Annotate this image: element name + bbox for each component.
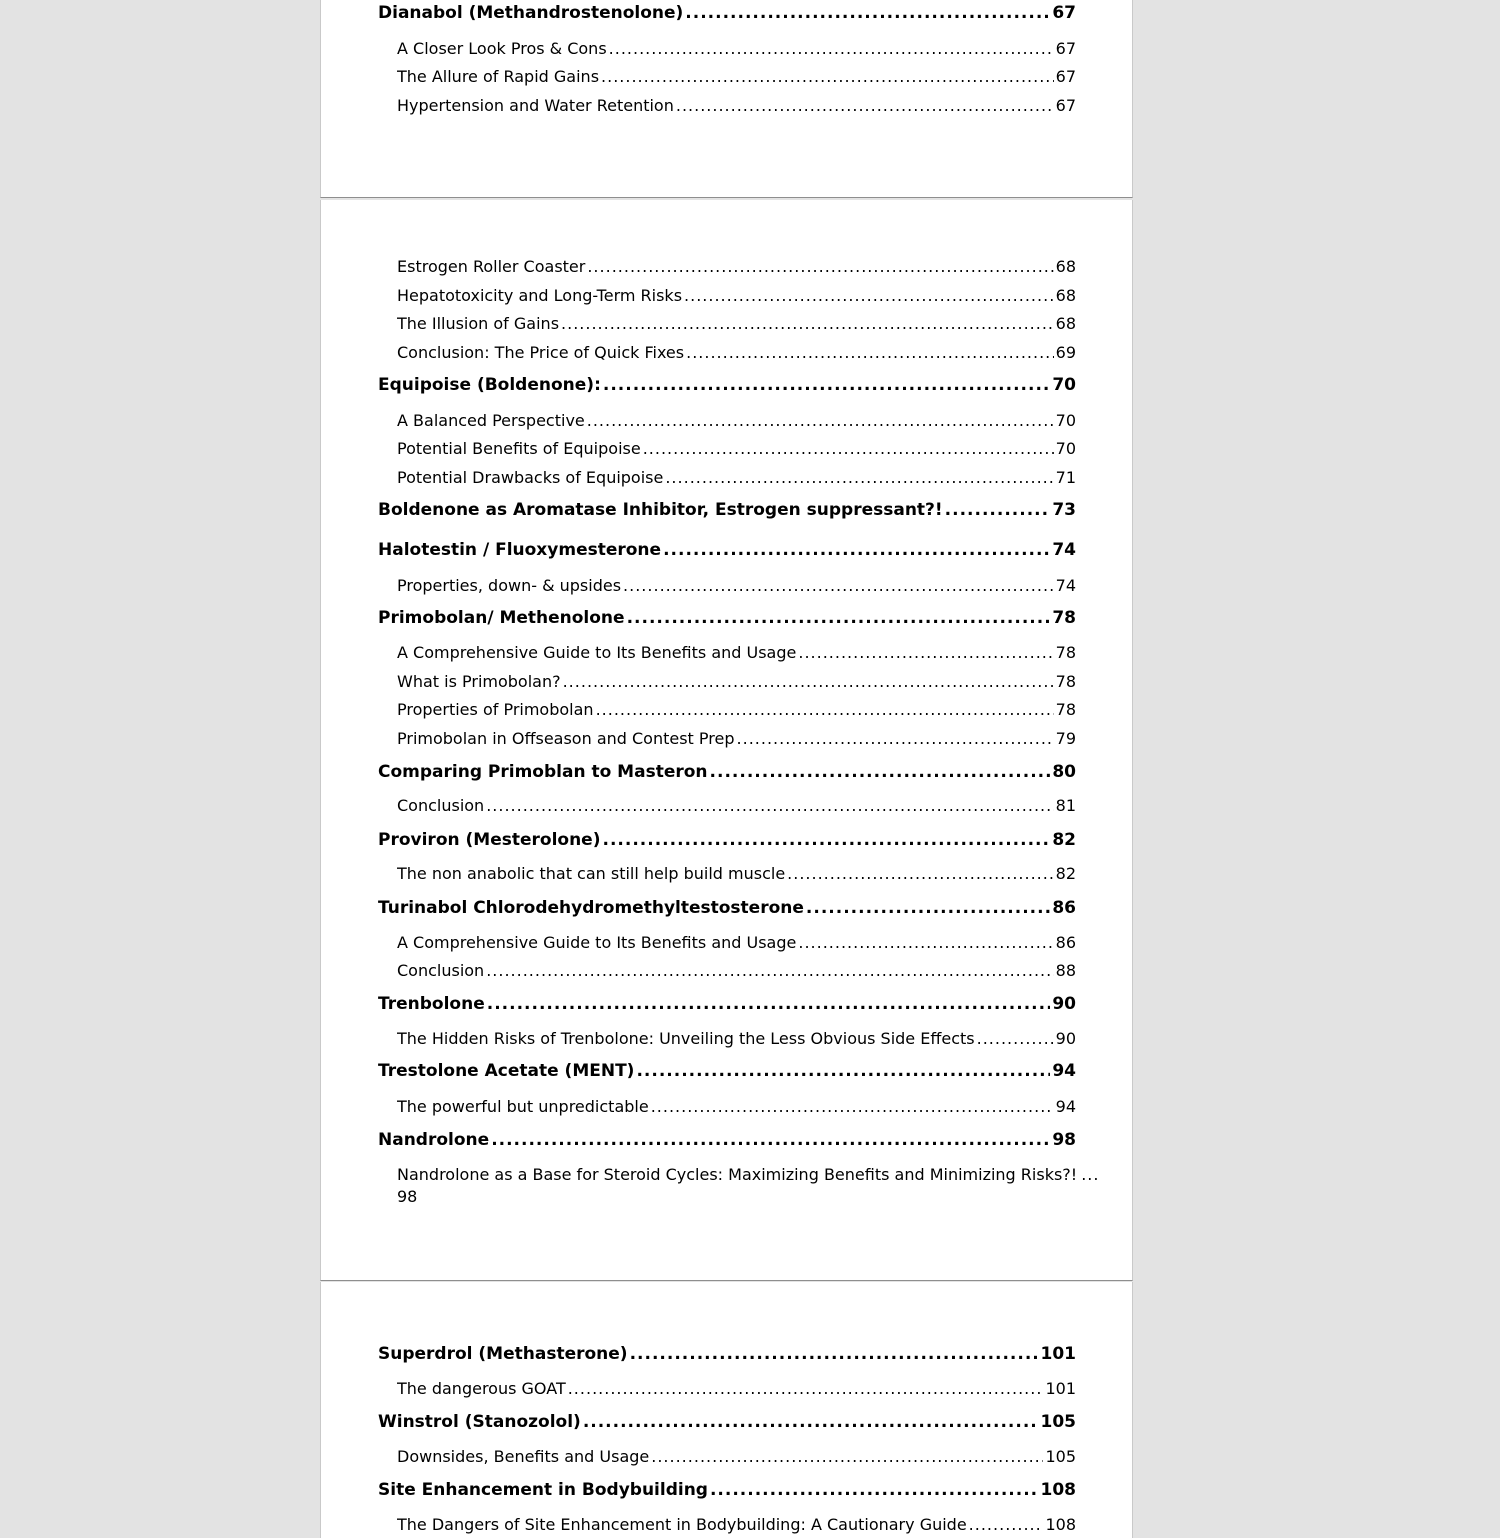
toc-entry[interactable] xyxy=(378,373,1076,397)
toc-title: Nandrolone as a Base for Steroid Cycles: Maximizing Benefits and Minimizing Risks?! xyxy=(397,1165,1078,1184)
toc-entry[interactable] xyxy=(397,1445,1076,1469)
toc-leader xyxy=(587,409,1054,433)
toc-page-number: 67 xyxy=(1055,96,1076,115)
toc-title: The Illusion of Gains xyxy=(397,314,560,333)
toc-title: Turinabol Chlorodehydromethyltestosterone xyxy=(378,898,804,918)
document-page xyxy=(320,200,1133,1281)
toc-title: Properties, down- & upsides xyxy=(397,576,622,595)
toc-title: Properties of Primobolan xyxy=(397,700,594,719)
toc-page-number: 67 xyxy=(1055,39,1076,58)
toc-page-number: 78 xyxy=(1052,608,1076,628)
toc-entry[interactable] xyxy=(378,1059,1076,1083)
toc-page-number: 70 xyxy=(1055,411,1076,430)
toc-page-number: 108 xyxy=(1045,1515,1076,1534)
toc-title: Hepatotoxicity and Long-Term Risks xyxy=(397,286,683,305)
toc-title: The Hidden Risks of Trenbolone: Unveiling the Less Obvious Side Effects xyxy=(397,1029,975,1048)
toc-page-number: 73 xyxy=(1052,500,1076,520)
toc-title: The Allure of Rapid Gains xyxy=(397,67,600,86)
toc-leader xyxy=(636,1059,1050,1083)
toc-title: Nandrolone xyxy=(378,1130,490,1150)
toc-leader xyxy=(969,1513,1044,1537)
toc-page-number: 86 xyxy=(1052,898,1076,918)
toc-entry[interactable] xyxy=(397,37,1076,61)
toc-title: A Comprehensive Guide to Its Benefits and Usage xyxy=(397,933,797,952)
toc-entry[interactable] xyxy=(397,670,1076,694)
toc-entry[interactable] xyxy=(397,94,1076,118)
toc-page-number: 82 xyxy=(1055,864,1076,883)
toc-leader xyxy=(977,1027,1054,1051)
toc-leader xyxy=(491,1128,1050,1152)
toc-title: Hypertension and Water Retention xyxy=(397,96,674,115)
toc-page-number: 101 xyxy=(1040,1344,1076,1364)
toc-entry[interactable] xyxy=(378,498,1076,522)
toc-title: Superdrol (Methasterone) xyxy=(378,1344,628,1364)
toc-page-number: 74 xyxy=(1052,540,1076,560)
toc-entry[interactable] xyxy=(378,896,1076,920)
toc-leader xyxy=(487,992,1051,1016)
toc-leader xyxy=(663,538,1050,562)
toc-entry[interactable] xyxy=(397,65,1076,89)
toc-leader xyxy=(630,1342,1039,1366)
toc-page-number: 78 xyxy=(1055,700,1076,719)
toc-page-number: 70 xyxy=(1052,375,1076,395)
toc-entry[interactable] xyxy=(378,1128,1076,1152)
toc-page-number: 94 xyxy=(1055,1097,1076,1116)
toc-entry[interactable] xyxy=(378,992,1076,1016)
toc-page-number: 67 xyxy=(1052,3,1076,23)
toc-title: Trestolone Acetate (MENT) xyxy=(378,1061,635,1081)
toc-leader xyxy=(596,698,1054,722)
toc-page-number: 90 xyxy=(1052,994,1076,1014)
toc-title: Equipoise (Boldenone): xyxy=(378,375,601,395)
toc-entry[interactable] xyxy=(397,641,1076,665)
toc-leader xyxy=(665,466,1053,490)
toc-leader xyxy=(643,437,1054,461)
toc-leader xyxy=(676,94,1054,118)
toc-page-number: 67 xyxy=(1055,67,1076,86)
toc-page-number: 71 xyxy=(1055,468,1076,487)
toc-leader xyxy=(603,373,1050,397)
toc-page-number: 78 xyxy=(1055,643,1076,662)
toc-entry[interactable] xyxy=(397,437,1076,461)
toc-page-number: 82 xyxy=(1052,830,1076,850)
toc-leader xyxy=(486,959,1053,983)
toc-title: The dangerous GOAT xyxy=(397,1379,566,1398)
toc-page-number: 88 xyxy=(1055,961,1076,980)
toc-leader xyxy=(798,931,1053,955)
toc-title: Potential Benefits of Equipoise xyxy=(397,439,641,458)
toc-page-number: 80 xyxy=(1052,762,1076,782)
toc-leader xyxy=(787,862,1053,886)
toc-title: A Comprehensive Guide to Its Benefits and Usage xyxy=(397,643,797,662)
toc-leader xyxy=(710,760,1051,784)
toc-entry[interactable] xyxy=(378,760,1076,784)
toc-page-number: 101 xyxy=(1045,1379,1076,1398)
toc-entry[interactable] xyxy=(397,1164,1100,1208)
toc-page-number: 81 xyxy=(1055,796,1076,815)
toc-title: Conclusion xyxy=(397,796,485,815)
toc-entry[interactable] xyxy=(397,574,1076,598)
toc-entry[interactable] xyxy=(397,727,1076,751)
toc-title: Proviron (Mesterolone) xyxy=(378,830,601,850)
toc-leader xyxy=(609,37,1054,61)
toc-leader xyxy=(623,574,1054,598)
toc-leader xyxy=(806,896,1050,920)
toc-title: The powerful but unpredictable xyxy=(397,1097,649,1116)
toc-title: Comparing Primoblan to Masteron xyxy=(378,762,708,782)
toc-entry[interactable] xyxy=(397,931,1076,955)
toc-entry[interactable] xyxy=(397,409,1076,433)
toc-entry[interactable] xyxy=(397,1027,1076,1051)
toc-title: What is Primobolan? xyxy=(397,672,561,691)
toc-entry[interactable] xyxy=(397,255,1076,279)
toc-page-number: 105 xyxy=(1045,1447,1076,1466)
toc-entry[interactable] xyxy=(397,1377,1076,1401)
toc-entry[interactable] xyxy=(397,466,1076,490)
toc-page-number: 74 xyxy=(1055,576,1076,595)
toc-page-number: 108 xyxy=(1040,1480,1076,1500)
document-page xyxy=(320,1282,1133,1538)
toc-title: The non anabolic that can still help build muscle xyxy=(397,864,786,883)
toc-entry[interactable] xyxy=(397,794,1076,818)
toc-title: Estrogen Roller Coaster xyxy=(397,257,586,276)
toc-leader xyxy=(583,1410,1039,1434)
toc-leader xyxy=(627,606,1051,630)
toc-page-number: 90 xyxy=(1055,1029,1076,1048)
toc-page-number: 69 xyxy=(1055,343,1076,362)
toc-title: Winstrol (Stanozolol) xyxy=(378,1412,581,1432)
toc-leader xyxy=(601,65,1054,89)
toc-leader xyxy=(685,1,1050,25)
toc-entry[interactable] xyxy=(378,1342,1076,1366)
toc-title: Boldenone as Aromatase Inhibitor, Estrogen suppressant?! xyxy=(378,500,943,520)
toc-page-number: 79 xyxy=(1055,729,1076,748)
toc-entry[interactable] xyxy=(397,862,1076,886)
toc-leader xyxy=(945,498,1051,522)
toc-entry[interactable] xyxy=(397,312,1076,336)
toc-leader xyxy=(737,727,1054,751)
toc-leader xyxy=(561,312,1054,336)
toc-title: Trenbolone xyxy=(378,994,485,1014)
toc-leader xyxy=(710,1478,1039,1502)
toc-title: Site Enhancement in Bodybuilding xyxy=(378,1480,708,1500)
toc-page-number: 86 xyxy=(1055,933,1076,952)
toc-entry[interactable] xyxy=(397,959,1076,983)
toc-page-number: 98 xyxy=(1052,1130,1076,1150)
toc-leader xyxy=(602,828,1050,852)
toc-leader xyxy=(651,1445,1043,1469)
toc-page-number: 68 xyxy=(1055,286,1076,305)
toc-entry[interactable] xyxy=(397,284,1076,308)
toc-title: Downsides, Benefits and Usage xyxy=(397,1447,650,1466)
toc-leader xyxy=(587,255,1053,279)
toc-entry[interactable] xyxy=(397,341,1076,365)
toc-title: Conclusion xyxy=(397,961,485,980)
toc-leader xyxy=(568,1377,1044,1401)
toc-entry[interactable] xyxy=(378,1410,1076,1434)
toc-entry[interactable] xyxy=(397,1513,1076,1537)
toc-page-number: 78 xyxy=(1055,672,1076,691)
document-page xyxy=(320,0,1133,198)
toc-title: Primobolan/ Methenolone xyxy=(378,608,625,628)
toc-title: The Dangers of Site Enhancement in Bodybuilding: A Cautionary Guide xyxy=(397,1515,967,1534)
toc-page-number: 105 xyxy=(1040,1412,1076,1432)
toc-page-number: 70 xyxy=(1055,439,1076,458)
toc-leader xyxy=(563,670,1054,694)
toc-entry[interactable] xyxy=(378,606,1076,630)
toc-title: A Closer Look Pros & Cons xyxy=(397,39,607,58)
toc-page-number: 98 xyxy=(397,1187,418,1206)
toc-page-number: 68 xyxy=(1055,314,1076,333)
toc-entry[interactable] xyxy=(378,828,1076,852)
toc-entry[interactable] xyxy=(397,698,1076,722)
toc-entry[interactable] xyxy=(397,1095,1076,1119)
toc-title: A Balanced Perspective xyxy=(397,411,585,430)
toc-entry[interactable] xyxy=(378,1478,1076,1502)
toc-leader: ... xyxy=(1081,1165,1100,1184)
toc-page-number: 94 xyxy=(1052,1061,1076,1081)
toc-title: Halotestin / Fluoxymesterone xyxy=(378,540,662,560)
toc-leader xyxy=(686,341,1054,365)
toc-leader xyxy=(684,284,1054,308)
toc-title: Dianabol (Methandrostenolone) xyxy=(378,3,684,23)
toc-title: Primobolan in Offseason and Contest Prep xyxy=(397,729,735,748)
toc-leader xyxy=(798,641,1053,665)
toc-entry[interactable] xyxy=(378,538,1076,562)
toc-leader xyxy=(486,794,1053,818)
toc-title: Conclusion: The Price of Quick Fixes xyxy=(397,343,685,362)
toc-title: Potential Drawbacks of Equipoise xyxy=(397,468,664,487)
toc-leader xyxy=(651,1095,1054,1119)
toc-page-number: 68 xyxy=(1055,257,1076,276)
toc-entry[interactable] xyxy=(378,1,1076,25)
